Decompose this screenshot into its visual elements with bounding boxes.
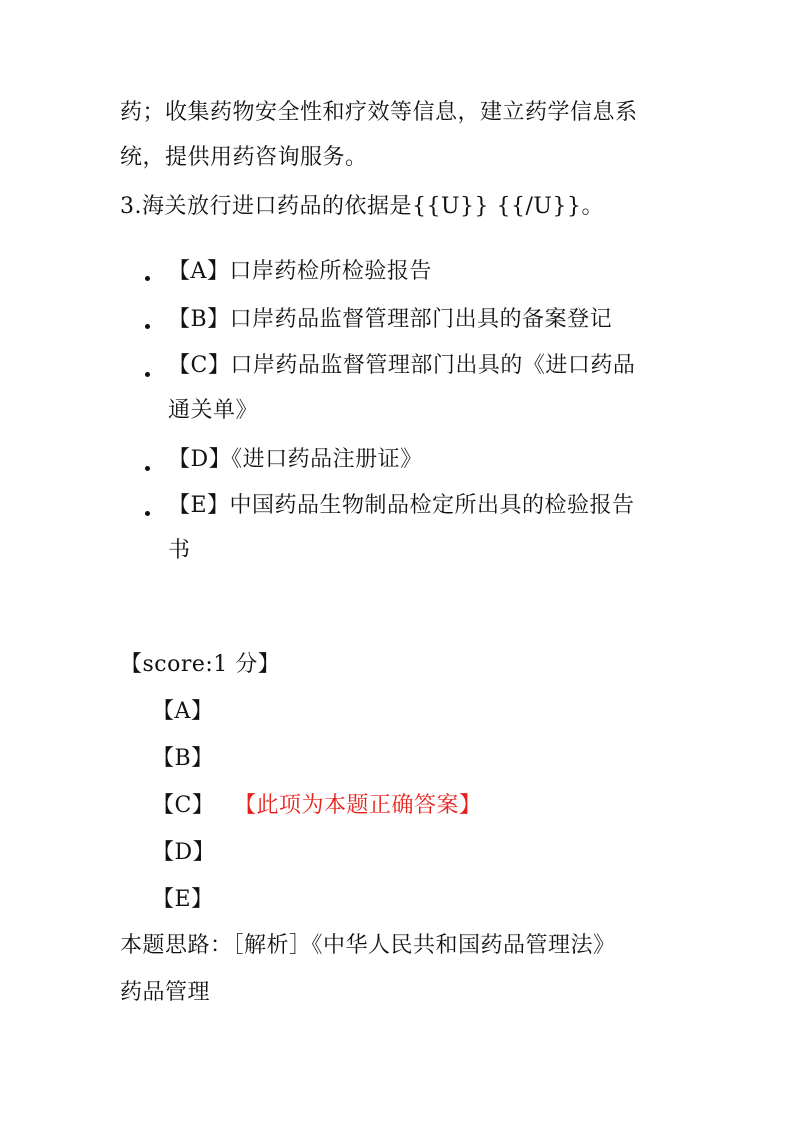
option-text: 【D】《进口药品注册证》 [168,447,423,472]
intro-line-1: 药；收集药物安全性和疗效等信息，建立药学信息系 [120,100,638,125]
bullet-icon [145,511,150,516]
option-text: 【B】口岸药品监督管理部门出具的备案登记 [168,307,613,332]
answer-e: 【E】 [152,887,214,912]
option-text: 【E】中国药品生物制品检定所出具的检验报告 [168,493,635,518]
option-text: 【C】口岸药品监督管理部门出具的《进口药品 [168,353,636,378]
analysis-line-1: 本题思路：［解析］《中华人民共和国药品管理法》 [120,933,616,958]
bullet-icon [145,466,150,471]
correct-answer-note: 【此项为本题正确答案】 [234,793,482,818]
bullet-icon [145,372,150,377]
option-text-continued: 通关单》 [168,398,259,423]
option-text: 【A】口岸药检所检验报告 [168,259,432,284]
answer-b: 【B】 [152,746,214,771]
answer-a: 【A】 [152,699,214,724]
score-label: 【score:1 分】 [120,652,281,677]
intro-line-2: 统，提供用药咨询服务。 [120,145,368,170]
option-text-continued: 书 [168,538,191,563]
answer-c: 【C】 [152,793,215,818]
bullet-icon [145,324,150,329]
answer-d: 【D】 [152,840,216,865]
question-text: 3.海关放行进口药品的依据是{{U}} {{/U}}。 [120,194,604,219]
bullet-icon [145,276,150,281]
analysis-line-2: 药品管理 [120,980,211,1005]
